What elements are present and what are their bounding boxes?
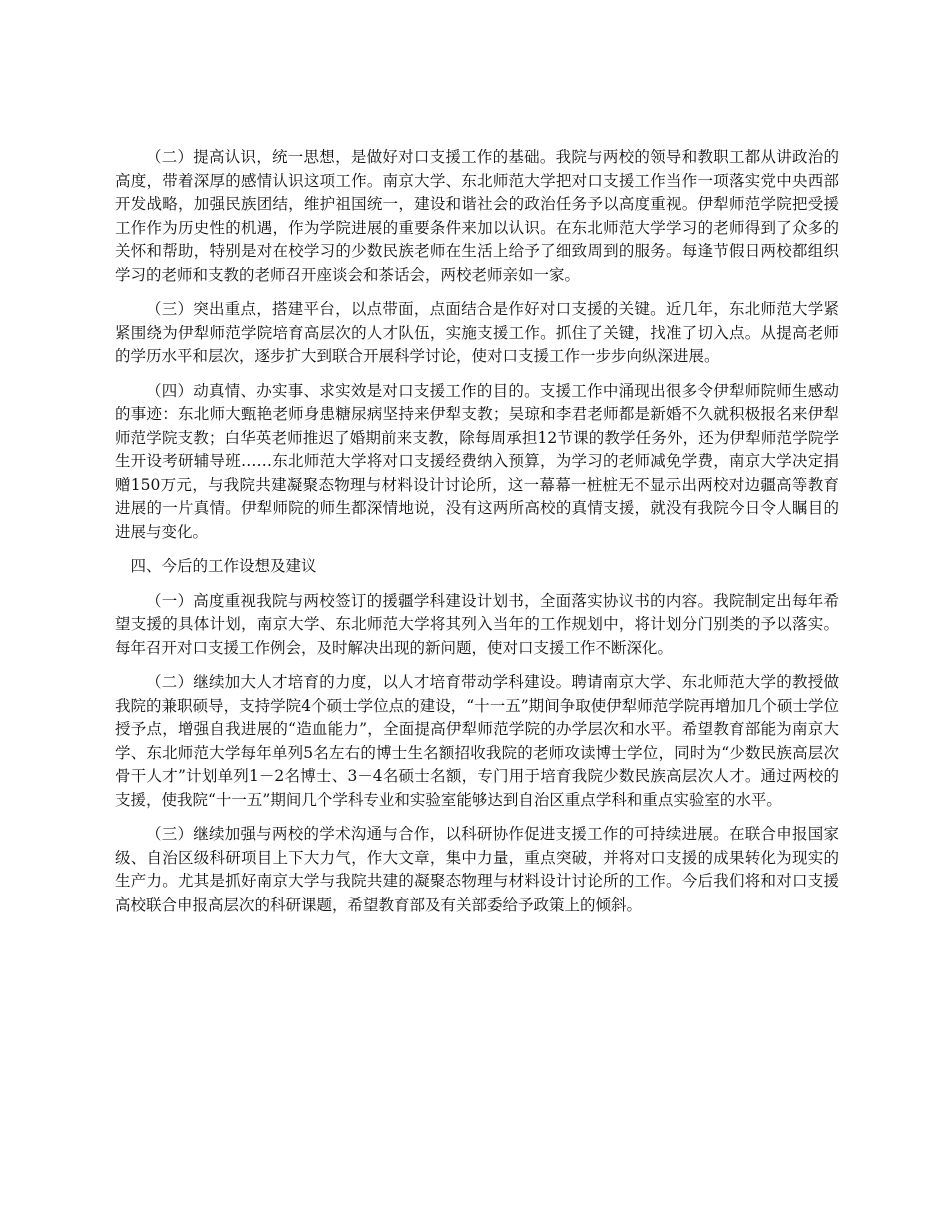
paragraph-plan-two: （二）继续加大人才培育的力度，以人才培育带动学科建设。聘请南京大学、东北师范大学的教授做我院的兼职硕导，支持学院4个硕士学位点的建设，“十一五”期间争取使伊犁师范学院再增加几个硕士学位授予点，增强自我进展的“造血能力”，全面提高伊犁师范学院的办学层次和水平。希望教育部能为南京大学、东北师范大学每年单列5名左右的博士生名额招收我院的老师攻读博士学位，同时为“少数民族高层次骨干人才”计划单列1－2名博士、3－4名硕士名额，专门用于培育我院少数民族高层次人才。通过两校的支援，使我院“十一五”期间几个学科专业和实验室能够达到自治区重点学科和重点实验室的水平。 xyxy=(115,673,839,809)
paragraph-purpose: （四）动真情、办实事、求实效是对口支援工作的目的。支援工作中涌现出很多令伊犁师院师生感动的事迹：东北师大甄艳老师身患糖尿病坚持来伊犁支教；吴琼和李君老师都是新婚不久就积极报名来伊犁师范学院支教；白华英老师推迟了婚期前来支教，除每周承担12节课的教学任务外，还为伊犁师范学院学生开设考研辅导班……东北师范大学将对口支援经费纳入预算，为学习的老师减免学费，南京大学决定捐赠150万元，与我院共建凝聚态物理与材料设计讨论所，这一幕幕一桩桩无不显示出两校对边疆高等教育进展的一片真情。伊犁师院的师生都深情地说，没有这两所高校的真情支援，就没有我院今日令人瞩目的进展与变化。 xyxy=(115,381,839,541)
document-page xyxy=(115,146,839,928)
paragraph-key-points: （三）突出重点，搭建平台，以点带面，点面结合是作好对口支援的关键。近几年，东北师范大学紧紧围绕为伊犁师范学院培育高层次的人才队伍，实施支援工作。抓住了关键，找准了切入点。从提高老师的学历水平和层次，逐步扩大到联合开展科学讨论，使对口支援工作一步步向纵深进展。 xyxy=(115,300,839,365)
section-heading-future-plans: 四、今后的工作设想及建议 xyxy=(130,557,317,575)
paragraph-plan-three: （三）继续加强与两校的学术沟通与合作，以科研协作促进支援工作的可持续进展。在联合申报国家级、自治区级科研项目上下大力气，作大文章，集中力量，重点突破，并将对口支援的成果转化为现实的生产力。尤其是抓好南京大学与我院共建的凝聚态物理与材料设计讨论所的工作。今后我们将和对口支援高校联合申报高层次的科研课题，希望教育部及有关部委给予政策上的倾斜。 xyxy=(115,825,839,914)
paragraph-plan-one: （一）高度重视我院与两校签订的援疆学科建设计划书，全面落实协议书的内容。我院制定出每年希望支援的具体计划，南京大学、东北师范大学将其列入当年的工作规划中，将计划分门别类的予以落实。每年召开对口支援工作例会，及时解决出现的新问题，使对口支援工作不断深化。 xyxy=(115,591,839,657)
paragraph-understanding: （二）提高认识，统一思想，是做好对口支援工作的基础。我院与两校的领导和教职工都从讲政治的高度，带着深厚的感情认识这项工作。南京大学、东北师范大学把对口支援工作当作一项落实党中央西部开发战略，加强民族团结，维护祖国统一，建设和谐社会的政治任务予以高度重视。伊犁师范学院把受援工作作为历史性的机遇，作为学院进展的重要条件来加以认识。在东北师范大学学习的老师得到了众多的关怀和帮助，特别是对在校学习的少数民族老师在生活上给予了细致周到的服务。每逢节假日两校都组织学习的老师和支教的老师召开座谈会和茶话会，两校老师亲如一家。 xyxy=(115,148,839,284)
